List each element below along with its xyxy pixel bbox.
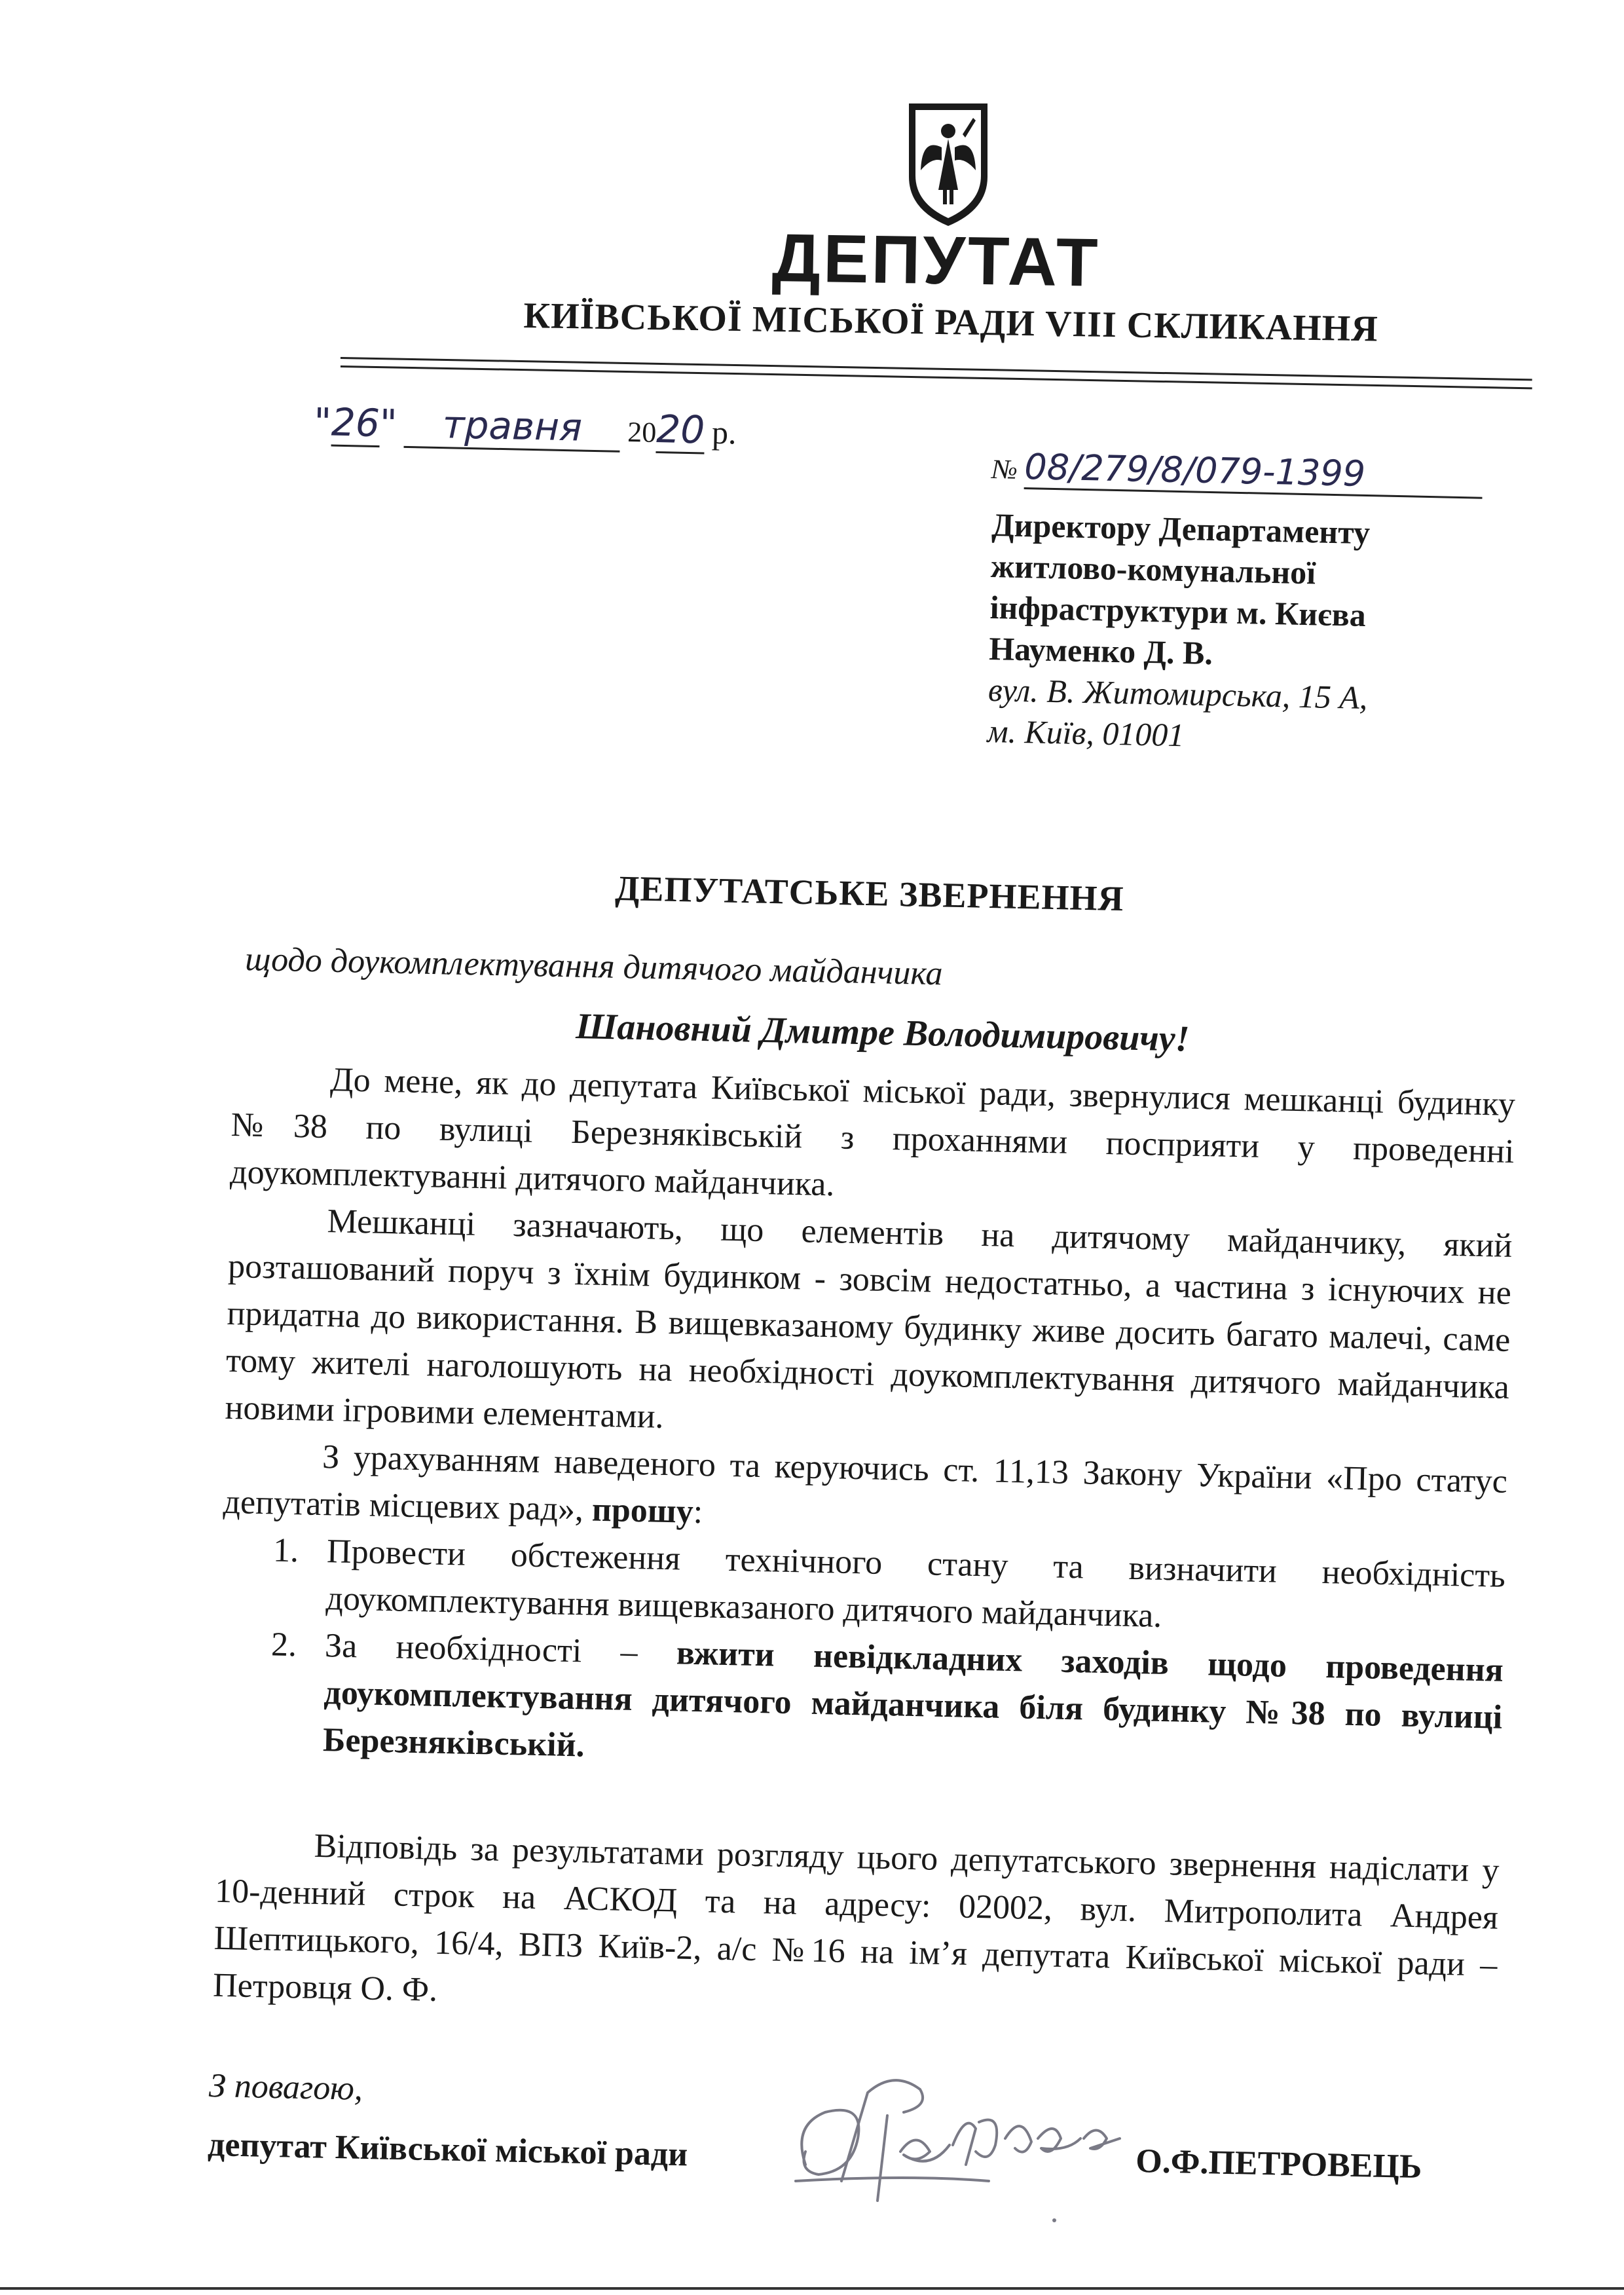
request-item xyxy=(303,1622,1504,1789)
registration-number-value: 08/279/8/079-1399 xyxy=(1024,446,1483,499)
addressee-line: Науменко Д. В. xyxy=(988,629,1213,672)
registration-number xyxy=(991,445,1529,500)
addressee-address-line: вул. В. Житомирська, 15 А, xyxy=(987,671,1368,717)
signature-text: О.Петровець xyxy=(779,2066,783,2067)
request-keyword: прошу xyxy=(591,1491,694,1531)
letter-salutation: Шановний Дмитре Володимировичу! xyxy=(575,1005,1190,1060)
body-paragraph: До мене, як до депутата Київської міської ради, звернулися мешканці будинку №38 по вулиці Березняківській з проханнями посприяти у проведенні доукомплектуванні дитячого майданчика. xyxy=(229,1061,1516,1204)
request-item-bold: вжити невідкладних заходів щодо проведення доукомплектування дитячого майданчика біля будинку №38 по вулиці Березняківській. xyxy=(322,1634,1504,1764)
signer-name: О.Ф.ПЕТРОВЕЦЬ xyxy=(1135,2142,1422,2186)
letter-subject: щодо доукомплектування дитячого майданчика xyxy=(244,940,944,993)
addressee-line: інфраструктури м. Києва xyxy=(989,588,1367,633)
closing-block xyxy=(207,2057,799,2187)
date-day: 26 xyxy=(331,400,380,448)
date-close-quote: " xyxy=(379,401,398,446)
addressee-block xyxy=(987,504,1516,763)
letter-date xyxy=(313,400,851,483)
closing-position: депутат Київської міської ради xyxy=(207,2125,688,2174)
scan-bottom-edge xyxy=(0,2287,1624,2290)
request-colon: : xyxy=(693,1493,703,1531)
letter-body xyxy=(212,1054,1515,2036)
registration-number-label: № xyxy=(991,454,1018,485)
body-paragraph: Мешканці зазначають, що елементів на дитячому майданчику, який розташований поруч з їхнім будинком - зовсім недостатньо, а частина з існуючих не придатна до використання. В вищевказаному будинку живе досить багато малечі, саме тому жителі наголошують на необхідності доукомплектування дитячого майданчика новими ігровими елементами. xyxy=(225,1203,1513,1436)
date-year-prefix: 20 xyxy=(627,416,657,449)
addressee-line: Директору Департаменту xyxy=(991,506,1371,551)
handwritten-signature xyxy=(779,2066,1146,2224)
letter-heading: ДЕПУТАТСЬКЕ ЗВЕРНЕННЯ xyxy=(614,868,1125,919)
request-item-text: Провести обстеження технічного стану та визначити необхідність доукомплектування вищевказаного дитячого майданчика. xyxy=(325,1533,1506,1635)
reply-paragraph: Відповідь за результатами розгляду цього депутатського звернення надіслати у 10-денний строк на АСКОД та на адресу: 02002, вул. Митрополита Андрея Шептицького, 16/4, ВПЗ Київ-2, а/с №16 на ім’я депутата Київської міської ради – Петровця О. Ф. xyxy=(212,1827,1500,2009)
addressee-line: житлово-комунальної xyxy=(990,547,1316,591)
header-subtitle: КИЇВСЬКОЇ МІСЬКОЇ РАДИ VIII СКЛИКАННЯ xyxy=(523,295,1379,350)
closing-regards: З повагою, xyxy=(208,2066,363,2108)
header-title: ДЕПУТАТ xyxy=(771,219,1101,301)
addressee-address-line: м. Київ, 01001 xyxy=(987,712,1185,754)
date-year-mark: р. xyxy=(711,413,737,451)
request-list xyxy=(217,1526,1505,1789)
request-intro: З урахуванням наведеного та керуючись ст. 11,13 Закону України «Про статус депутатів місцевих рад», xyxy=(223,1438,1508,1529)
date-month: травня xyxy=(404,401,621,453)
kyiv-coat-of-arms-icon xyxy=(902,98,994,229)
date-open-quote: " xyxy=(313,400,332,445)
date-year-suffix: 20 xyxy=(656,407,705,455)
request-item-lead: За необхідності – xyxy=(324,1627,677,1672)
